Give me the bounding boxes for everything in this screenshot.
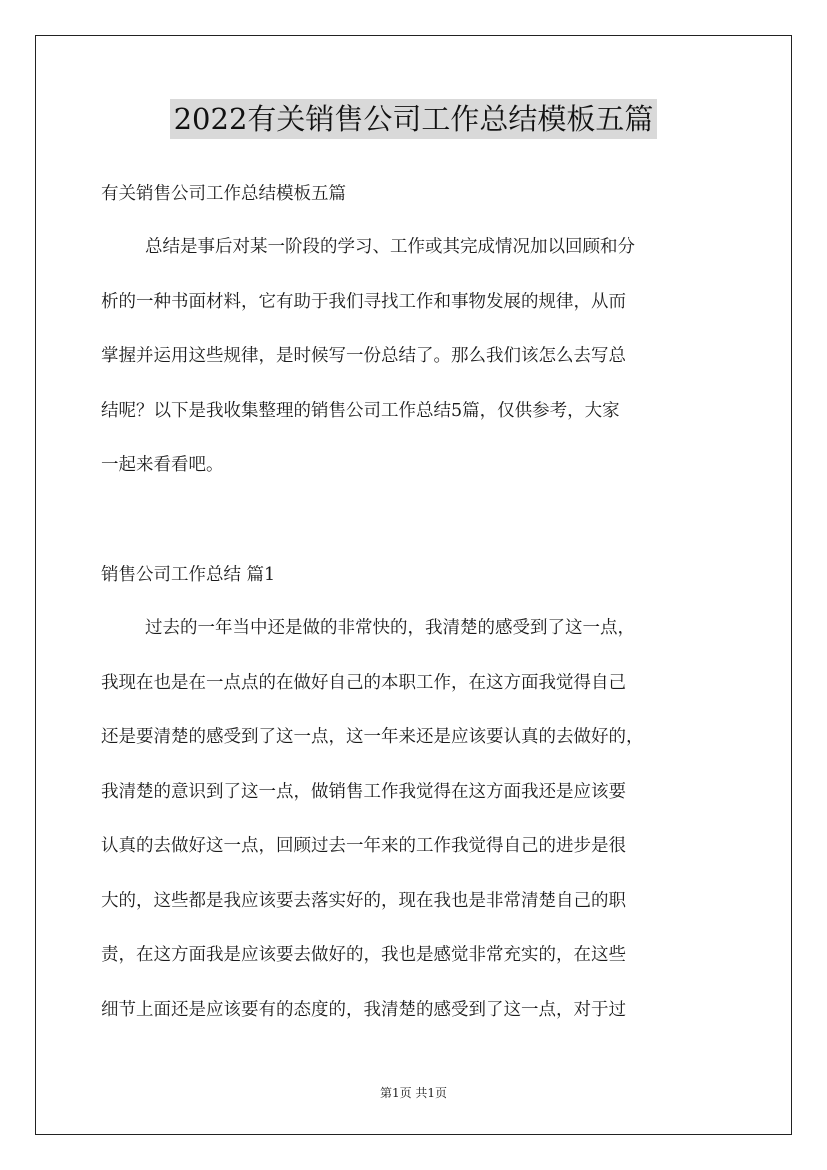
paragraph-line: 我现在也是在一点点的在做好自己的本职工作，在这方面我觉得自己 — [101, 672, 626, 693]
paragraph-line: 结呢？以下是我收集整理的销售公司工作总结5篇，仅供参考，大家 — [101, 400, 620, 421]
document-title — [0, 99, 827, 139]
paragraph-line: 还是要清楚的感受到了这一点，这一年来还是应该要认真的去做好的， — [101, 727, 644, 747]
paragraph-line: 过去的一年当中还是做的非常快的，我清楚的感受到了这一点， — [145, 618, 635, 638]
intro-paragraph — [101, 235, 741, 508]
document-subtitle: 有关销售公司工作总结模板五篇 — [101, 184, 346, 204]
paragraph-line: 我清楚的意识到了这一点，做销售工作我觉得在这方面我还是应该要 — [101, 781, 626, 802]
paragraph-line: 一起来看看吧。 — [101, 455, 224, 475]
paragraph-line: 掌握并运用这些规律，是时候写一份总结了。那么我们该怎么去写总 — [101, 346, 626, 366]
paragraph-line: 认真的去做好这一点，回顾过去一年来的工作我觉得自己的进步是很 — [101, 836, 626, 856]
page-number: 第1页 共1页 — [379, 1086, 448, 1100]
paragraph-line: 总结是事后对某一阶段的学习、工作或其完成情况加以回顾和分 — [145, 237, 635, 257]
document-title-text: 2022有关销售公司工作总结模板五篇 — [170, 99, 658, 139]
paragraph-line: 细节上面还是应该要有的态度的，我清楚的感受到了这一点，对于过 — [101, 999, 626, 1020]
paragraph-line: 析的一种书面材料，它有助于我们寻找工作和事物发展的规律，从而 — [101, 291, 626, 312]
paragraph-line: 责，在这方面我是应该要去做好的，我也是感觉非常充实的，在这些 — [101, 945, 626, 965]
section-body-paragraph — [101, 616, 741, 1052]
section-heading: 销售公司工作总结 篇1 — [101, 565, 276, 585]
paragraph-line: 大的，这些都是我应该要去落实好的，现在我也是非常清楚自己的职 — [101, 890, 626, 911]
